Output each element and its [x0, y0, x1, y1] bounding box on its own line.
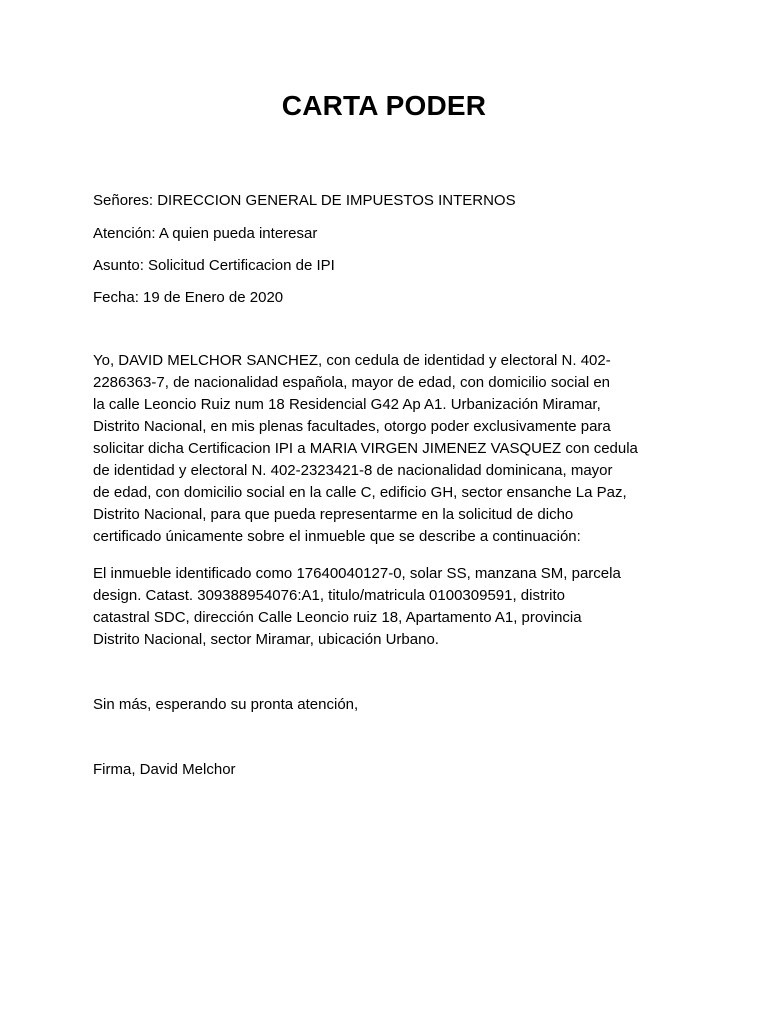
body-line: Distrito Nacional, en mis plenas facultades, otorgo poder exclusivamente para	[93, 418, 611, 435]
subject-line: Asunto: Solicitud Certificacion de IPI	[93, 257, 335, 274]
date-line: Fecha: 19 de Enero de 2020	[93, 289, 284, 306]
body-line: de edad, con domicilio social en la calle C, edificio GH, sector ensanche La Paz,	[93, 484, 627, 501]
property-line: design. Catast. 309388954076:A1, titulo/matricula 0100309591, distrito	[93, 587, 565, 604]
body-paragraph	[93, 350, 673, 548]
body-line: solicitar dicha Certificacion IPI a MARIA VIRGEN JIMENEZ VASQUEZ con cedula	[93, 440, 638, 457]
property-line: catastral SDC, dirección Calle Leoncio ruiz 18, Apartamento A1, provincia	[93, 609, 582, 626]
recipient-line: Señores: DIRECCION GENERAL DE IMPUESTOS INTERNOS	[93, 192, 516, 209]
signature-line: Firma, David Melchor	[93, 761, 236, 778]
property-paragraph	[93, 563, 673, 651]
property-line: El inmueble identificado como 17640040127-0, solar SS, manzana SM, parcela	[93, 565, 621, 582]
attention-line: Atención: A quien pueda interesar	[93, 225, 318, 242]
property-line: Distrito Nacional, sector Miramar, ubicación Urbano.	[93, 631, 439, 648]
document-title: CARTA PODER	[281, 90, 487, 121]
body-line: Distrito Nacional, para que pueda representarme en la solicitud de dicho	[93, 506, 574, 523]
closing-line: Sin más, esperando su pronta atención,	[93, 696, 359, 713]
body-line: de identidad y electoral N. 402-2323421-8 de nacionalidad dominicana, mayor	[93, 462, 613, 479]
body-line: Yo, DAVID MELCHOR SANCHEZ, con cedula de identidad y electoral N. 402-	[93, 352, 611, 369]
body-line: 2286363-7, de nacionalidad española, mayor de edad, con domicilio social en	[93, 374, 611, 391]
body-line: certificado únicamente sobre el inmueble que se describe a continuación:	[93, 528, 581, 545]
body-line: la calle Leoncio Ruiz num 18 Residencial G42 Ap A1. Urbanización Miramar,	[93, 396, 601, 413]
